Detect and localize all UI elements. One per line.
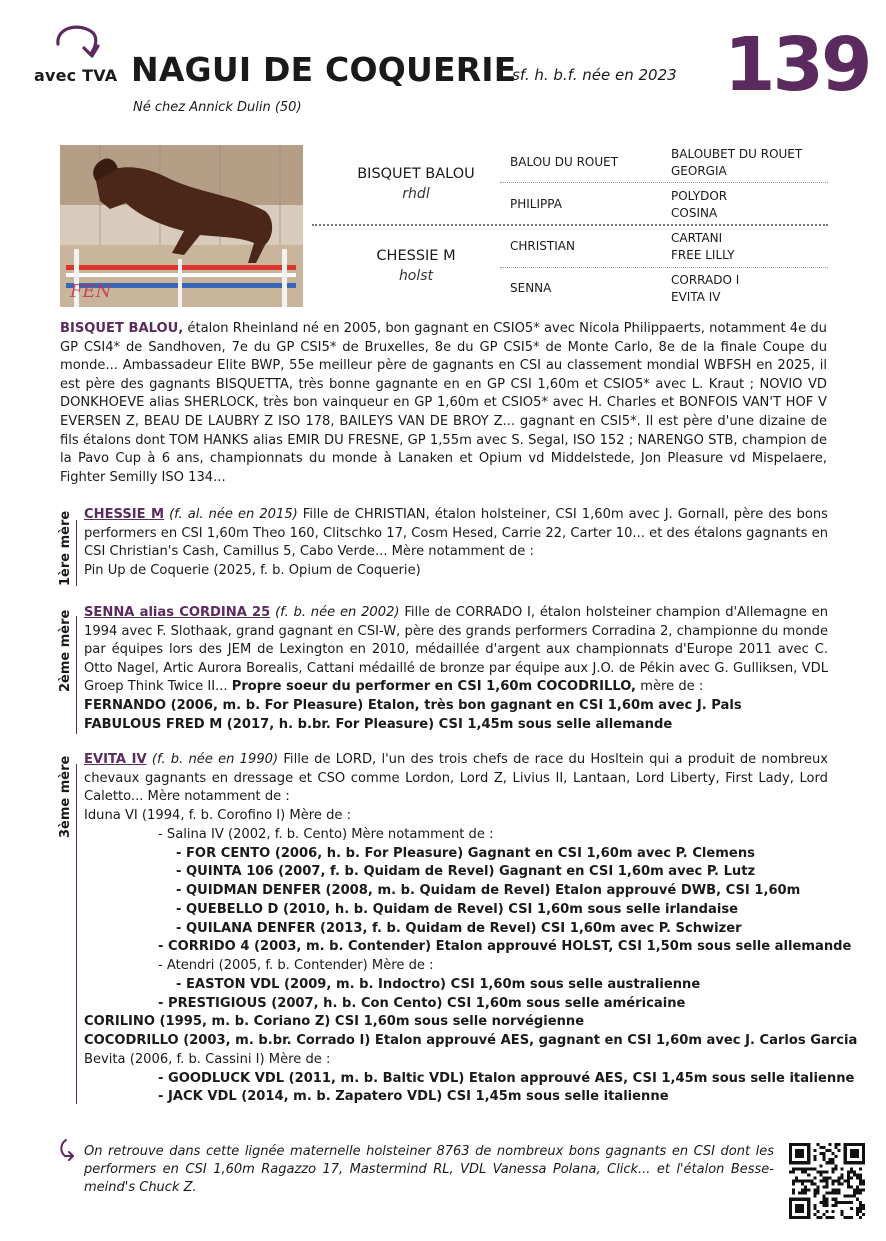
- lot-number: 139: [724, 22, 870, 108]
- mere-2-name: SENNA alias CORDINA 25: [84, 605, 271, 620]
- mere-2-text: Fille de CORRADO I, étalon holsteiner champion d'Allemagne en 1994 avec F. Slothaak, grand gagnant en CSI-W, père des grands performers Corradina 2, championne du monde par équipes lors des JEM de Lexington en 2010, médaillée d'argent aux championnats d'Europe 2011 avec C. Otto Nagel, Artic Aurora Borealis, Cattani médaillé de bronze par équipe aux J.O. de Pékin avec G. Gulliksen, VDL Groep Think Twice II...: [84, 605, 829, 695]
- mere-2-paragraph: [84, 604, 828, 697]
- footer-note: On retrouve dans cette lignée maternelle holsteiner 8763 de nombreux bons gagnants en CSI dont les performers en CSI 1,60m Ragazzo 17, Mastermind RL, VDL Vanessa Polana, Click... et l'étalon Besse-meind's Chuck Z.: [84, 1144, 774, 1195]
- mere-3-offspring: - QUIDMAN DENFER (2008, m. b. Quidam de Revel) Etalon approuvé DWB, CSI 1,60m: [176, 883, 801, 898]
- horse-name: NAGUI DE COQUERIE: [131, 50, 517, 89]
- pedigree-sire-breed: rhdl: [402, 186, 430, 202]
- mere-3-offspring: CORILINO (1995, m. b. Coriano Z) CSI 1,60m sous selle norvégienne: [84, 1014, 585, 1030]
- sire-paragraph: [60, 320, 827, 487]
- mere-3-offspring: - Salina IV (2002, f. b. Cento) Mère notamment de :: [158, 826, 494, 842]
- mere-3-paragraph: [84, 751, 828, 807]
- curved-arrow-icon: [48, 22, 108, 66]
- pedigree-dam: CHESSIE M: [376, 248, 456, 264]
- pedigree-divider: [500, 267, 828, 268]
- mere-3-offspring: COCODRILLO (2003, m. b.br. Corrado I) Etalon approuvé AES, gagnant en CSI 1,60m avec J. Carlos Garcia: [84, 1033, 858, 1048]
- hook-arrow-icon: [57, 1138, 77, 1162]
- mere-3-offspring: - Atendri (2005, f. b. Contender) Mère de :: [158, 958, 434, 973]
- mere-3-offspring: - QUEBELLO D (2010, h. b. Quidam de Revel) CSI 1,60m sous selle irlandaise: [176, 901, 738, 917]
- mere-3-offspring: - FOR CENTO (2006, h. b. For Pleasure) Gagnant en CSI 1,60m avec P. Clemens: [176, 845, 755, 861]
- svg-text:FEN: FEN: [70, 281, 112, 302]
- mere-3-offspring: Iduna VI (1994, f. b. Corofino I) Mère de :: [84, 808, 352, 823]
- pedigree-ggp-4b: EVITA IV: [671, 290, 721, 304]
- mere-1-paragraph: [84, 506, 828, 562]
- pedigree-gp-2: PHILIPPA: [510, 197, 562, 211]
- mere-2-offspring: FERNANDO (2006, m. b. For Pleasure) Etalon, très bon gagnant en CSI 1,60m avec J. Pals: [84, 698, 742, 713]
- pedigree-ggp-1a: BALOUBET DU ROUET: [671, 147, 803, 161]
- pedigree-ggp-3b: FREE LILLY: [671, 248, 735, 262]
- pedigree-divider: [500, 182, 828, 183]
- mere-divider: [76, 616, 77, 734]
- mere-2-info: (f. b. née en 2002): [275, 605, 400, 620]
- pedigree-gp-3: CHRISTIAN: [510, 239, 575, 253]
- mere-3-offspring: - JACK VDL (2014, m. b. Zapatero VDL) CSI 1,45m sous selle italienne: [158, 1089, 669, 1105]
- mere-3-name: EVITA IV: [84, 752, 147, 767]
- pedigree-sire: BISQUET BALOU: [357, 166, 475, 182]
- mere-3-info: (f. b. née en 1990): [151, 752, 279, 767]
- mere-3-offspring: Bevita (2006, f. b. Cassini I) Mère de :: [84, 1051, 331, 1067]
- vat-label: avec TVA: [34, 66, 118, 85]
- pedigree-divider: [312, 224, 828, 226]
- mere-3-offspring: - PRESTIGIOUS (2007, h. b. Con Cento) CSI 1,60m sous selle américaine: [158, 995, 686, 1011]
- pedigree-ggp-3a: CARTANI: [671, 231, 723, 245]
- qr-code[interactable]: [789, 1143, 865, 1219]
- mere-3-offspring: - QUINTA 106 (2007, f. b. Quidam de Revel) Gagnant en CSI 1,60m avec P. Lutz: [176, 864, 756, 880]
- pedigree-ggp-2b: COSINA: [671, 206, 718, 220]
- sire-paragraph-name: BISQUET BALOU,: [60, 321, 184, 336]
- mere-divider: [76, 520, 77, 586]
- horse-photo: [60, 145, 303, 307]
- mere-1-label: 1ère mère: [58, 510, 73, 586]
- mere-1-name: CHESSIE M: [84, 507, 165, 522]
- pedigree-ggp-4a: CORRADO I: [671, 273, 740, 287]
- mere-3-text: Fille de LORD, l'un des trois chefs de race du Hosltein qui a produit de nombreux chevaux gagnants en dressage et CSO comme Lordon, Lord Z, Livius II, Lantaan, Lord Liberty, First Lady, Lord Caletto... Mère notamment de :: [84, 752, 829, 805]
- mere-1-info: (f. al. née en 2015): [169, 507, 298, 522]
- mere-3-offspring: - GOODLUCK VDL (2011, m. b. Baltic VDL) Etalon approuvé AES, CSI 1,45m sous selle italienne: [158, 1070, 855, 1086]
- mere-3-offspring: - EASTON VDL (2009, m. b. Indoctro) CSI 1,60m sous selle australienne: [176, 976, 701, 992]
- mere-2-end-text: mère de :: [636, 679, 704, 695]
- breeder: Né chez Annick Dulin (50): [133, 100, 302, 115]
- pedigree-ggp-1b: GEORGIA: [671, 164, 727, 178]
- horse-description: sf. h. b.f. née en 2023: [512, 66, 677, 84]
- sire-paragraph-text: étalon Rheinland né en 2005, bon gagnant en CSIO5* avec Nicola Philippaerts, notamment 4e du GP CSI4* de Sandhoven, 7e du GP CSI5* de Bruxelles, 8e du GP CSI5* de Monte Carlo, 8e de la finale Coupe du monde... Ambassadeur Elite BWP, 55e meilleur père de gagnants en CSI au classement mondial WBFSH en 2025, il est père des gagnants BISQUETTA, très bonne gagnante en en GP CSI 1,60m et CSIO5* avec L. Kraut ; NOVIO VD DONKHOEVE alias SHERLOCK, très bon vainqueur en GP 1,60m et CSIO5* avec H. Charles et BONFOIS VAN'T HOF V EVERSEN Z, BEAU DE LAUBRY Z ISO 178, BAILEYS VAN DE BROY Z... gagnant en CSI5*. Il est père d'une dizaine de fils étalons dont TOM HANKS alias EMIR DU FRESNE, GP 1,55m avec S. Segal, ISO 152 ; NARENGO STB, champion de la Pavo Cup à 6 ans, championnats du monde à Lanaken et Opium vd Middelstede, Jon Pleasure vd Mispelaere, Fighter Semilly ISO 134...: [60, 321, 827, 485]
- mere-2-bold-text: Propre soeur du performer en CSI 1,60m COCODRILLO,: [231, 679, 637, 695]
- pedigree-gp-1: BALOU DU ROUET: [510, 155, 619, 169]
- mere-3-offspring: - QUILANA DENFER (2013, f. b. Quidam de Revel) CSI 1,60m avec P. Schwizer: [176, 920, 742, 936]
- mere-divider: [76, 764, 77, 1104]
- mere-3-label: 3ème mère: [58, 755, 73, 838]
- mere-2-label: 2ème mère: [58, 609, 73, 692]
- mere-1-text: Fille de CHRISTIAN, étalon holsteiner, CSI 1,60m avec J. Gornall, père des bons performers en CSI 1,60m Theo 160, Clitschko 17, Cosm Hesed, Carrie 22, Carter 10... et des étalons gagnants en CSI Christian's Cash, Camillus 5, Cabo Verde... Mère notamment de :: [84, 507, 828, 560]
- pedigree-gp-4: SENNA: [510, 281, 552, 295]
- mere-1-offspring: Pin Up de Coquerie (2025, f. b. Opium de Coquerie): [84, 563, 421, 578]
- mere-2-offspring: FABULOUS FRED M (2017, h. b.br. For Pleasure) CSI 1,45m sous selle allemande: [84, 717, 673, 732]
- mere-3-offspring: - CORRIDO 4 (2003, m. b. Contender) Etalon approuvé HOLST, CSI 1,50m sous selle allemande: [158, 939, 852, 955]
- pedigree-dam-breed: holst: [398, 268, 434, 284]
- pedigree-ggp-2a: POLYDOR: [671, 189, 728, 203]
